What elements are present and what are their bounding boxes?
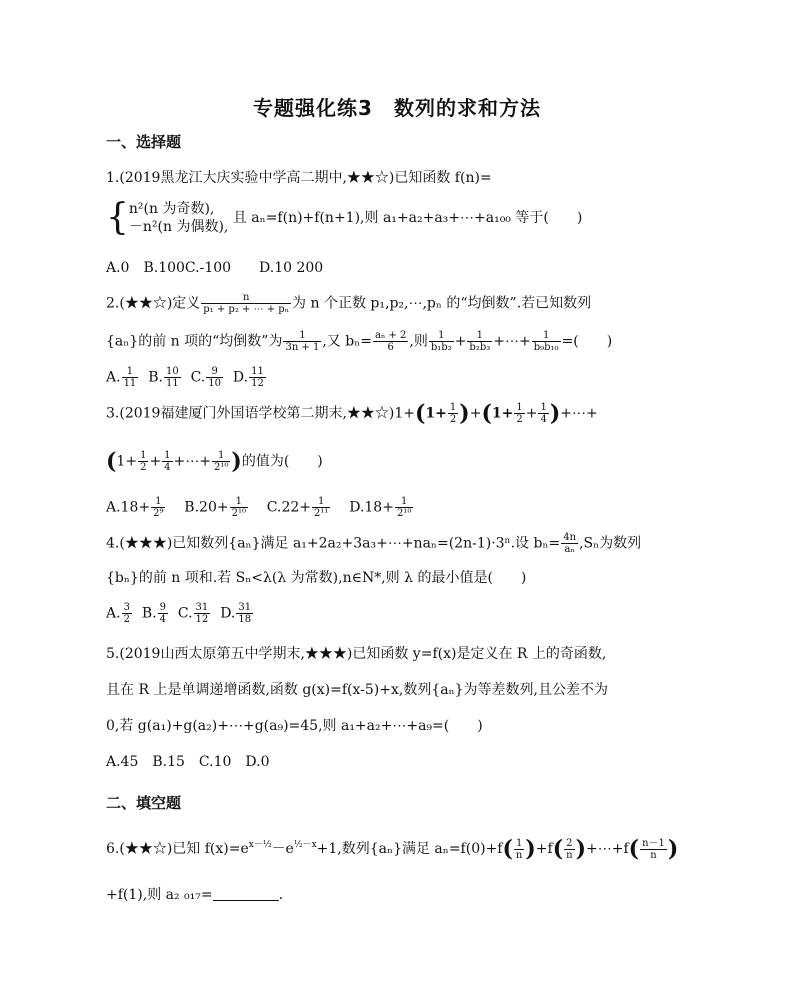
- fraction-numerator: 31: [195, 602, 209, 613]
- question-2-line-2: [106, 330, 612, 353]
- fraction-numerator: 1: [429, 330, 454, 342]
- text: 1+: [491, 405, 514, 422]
- fraction-denominator: b₂b₃: [469, 342, 491, 353]
- fraction-denominator: b₉b₁₀: [533, 342, 559, 353]
- paren: (: [106, 448, 117, 475]
- fraction: [122, 602, 132, 625]
- question-1-line-1: 1.(2019黑龙江大庆实验中学高二期中,★★☆)已知函数 f(n)=: [106, 170, 492, 186]
- fraction-numerator: 9: [159, 602, 166, 613]
- text: ,又 bₙ=: [322, 333, 373, 350]
- option-a: A.18+: [106, 499, 151, 516]
- fraction: [151, 496, 165, 519]
- fraction-denominator: aₙ: [564, 544, 575, 555]
- fraction-numerator: n: [201, 292, 291, 304]
- fraction: [164, 366, 181, 389]
- fraction: [640, 838, 667, 861]
- question-3-pre: 3.(2019福建厦门外国语学校第二期末,★★☆)1+: [106, 405, 415, 422]
- fraction-denominator: 3n + 1: [285, 342, 320, 353]
- question-3-line-2: [106, 450, 323, 473]
- option-c: C.22+: [266, 499, 312, 516]
- fraction-numerator: 1: [516, 402, 523, 413]
- fraction-denominator: p₁ + p₂ + ⋯ + pₙ: [203, 304, 290, 315]
- paren: (: [628, 836, 640, 862]
- fraction-denominator: 12: [251, 378, 264, 389]
- paren: (: [481, 400, 492, 427]
- fraction-numerator: 1: [532, 330, 561, 342]
- fraction-numerator: 1: [312, 496, 330, 508]
- option-d: D.18+: [349, 499, 394, 516]
- fraction-denominator: 2: [140, 462, 147, 473]
- text: 1+: [425, 405, 447, 422]
- question-2-line-1: [106, 292, 591, 315]
- question-5-line-2: 且在 R 上是单调递增函数,函数 g(x)=f(x-5)+x,数列{aₙ}为等差数列,且公差不为: [106, 682, 608, 698]
- fraction: [201, 292, 291, 315]
- question-1-piecewise: [106, 198, 582, 238]
- section-heading-fill: 二、填空题: [106, 794, 182, 812]
- option-a: A.: [106, 605, 121, 622]
- fraction: [429, 330, 454, 353]
- fraction-denominator: 6: [387, 342, 394, 353]
- fraction: [236, 602, 253, 625]
- fraction-numerator: 1: [540, 402, 547, 413]
- answer-blank[interactable]: [213, 886, 279, 901]
- question-6-line-2-text: +f(1),则 a₂ ₀₁₇=: [106, 887, 213, 903]
- paren: ): [459, 400, 470, 427]
- fraction-denominator: 4: [164, 462, 171, 473]
- question-1-options: A.0 B.100C.-100 D.10 200: [106, 260, 324, 276]
- fraction-numerator: 1: [467, 330, 492, 342]
- paren: (: [502, 836, 513, 862]
- fraction: [312, 496, 330, 519]
- text: +: [469, 405, 482, 422]
- fraction-denominator: 11: [123, 378, 137, 389]
- fraction-numerator: 1: [164, 450, 171, 461]
- paren: ): [549, 400, 561, 427]
- fraction: [158, 602, 168, 625]
- text: －e: [271, 841, 294, 857]
- fraction-numerator: aₙ + 2: [375, 330, 407, 341]
- fraction-numerator: 2: [564, 838, 574, 850]
- page-title: 专题强化练3 数列的求和方法: [253, 96, 541, 120]
- paren: (: [415, 400, 426, 427]
- question-3-options: [106, 496, 414, 519]
- fraction: [212, 450, 230, 473]
- paren: ): [525, 836, 536, 862]
- fraction-numerator: 1: [212, 450, 230, 462]
- fraction: [561, 532, 578, 555]
- fraction-denominator: n: [650, 849, 657, 861]
- fraction-denominator: b₁b₂: [430, 342, 452, 353]
- text: =( ): [561, 333, 613, 350]
- text: +: [525, 405, 538, 422]
- fraction: [206, 366, 223, 389]
- question-5-line-1: 5.(2019山西太原第五中学期末,★★★)已知函数 y=f(x)是定义在 R 上的奇函数,: [106, 646, 607, 662]
- case-even: －n²(n 为偶数),: [128, 219, 229, 235]
- fraction: [194, 602, 211, 625]
- fraction: [122, 366, 139, 389]
- fraction-numerator: 1: [140, 450, 147, 461]
- fraction-numerator: 1: [230, 496, 248, 508]
- question-4-post: ,Sₙ为数列: [579, 535, 642, 552]
- fraction-denominator: 2⁹: [153, 508, 164, 519]
- fraction: [532, 330, 561, 353]
- text: +: [149, 453, 162, 470]
- option-b: B.: [148, 369, 163, 386]
- fraction-denominator: 2: [449, 414, 457, 425]
- text: +f: [535, 841, 553, 857]
- text: 的值为( ): [241, 453, 323, 470]
- fraction-denominator: n: [515, 849, 523, 861]
- fraction-denominator: 2¹⁰: [396, 508, 412, 519]
- option-d: D.: [232, 369, 249, 386]
- fraction: [564, 838, 574, 861]
- paren: (: [552, 836, 564, 862]
- fraction: [538, 402, 548, 425]
- piecewise-cases: [129, 200, 228, 236]
- fraction-numerator: 1: [449, 402, 457, 413]
- question-2-pre: 2.(★★☆)定义: [106, 295, 201, 312]
- fraction-numerator: 1: [514, 838, 524, 850]
- fraction-denominator: 11: [165, 378, 179, 389]
- fraction-numerator: 11: [251, 366, 264, 377]
- option-c: C.: [177, 605, 193, 622]
- fraction: [514, 838, 524, 861]
- fraction: [230, 496, 248, 519]
- option-a: A.: [106, 369, 121, 386]
- fraction-denominator: n: [566, 849, 573, 861]
- option-c: C.: [190, 369, 206, 386]
- fraction-denominator: 4: [540, 414, 547, 425]
- option-b: B.: [141, 605, 157, 622]
- section-heading-choice: 一、选择题: [106, 133, 182, 151]
- question-5-options: A.45 B.15 C.10 D.0: [106, 754, 270, 770]
- fraction-denominator: 18: [238, 614, 252, 625]
- fraction-denominator: 2: [516, 414, 523, 425]
- fraction: [249, 366, 266, 389]
- fraction: [138, 450, 148, 473]
- fraction-numerator: 4n: [563, 532, 577, 543]
- text: +⋯+: [173, 453, 212, 470]
- exponent: x－½: [248, 840, 272, 850]
- fraction: [162, 450, 172, 473]
- fraction-denominator: 4: [159, 614, 166, 625]
- fraction-numerator: 1: [122, 366, 139, 378]
- question-4-line-2: {bₙ}的前 n 项和.若 Sₙ<λ(λ 为常数),n∈N*,则 λ 的最小值是( ): [106, 570, 527, 586]
- option-d: D.: [220, 605, 236, 622]
- question-1-tail: 且 aₙ=f(n)+f(n+1),则 a₁+a₂+a₃+⋯+a₁₀₀ 等于( ): [232, 210, 583, 226]
- fraction: [514, 402, 524, 425]
- fraction-denominator: 2: [123, 614, 130, 625]
- fraction-denominator: 2¹⁰: [214, 462, 229, 473]
- question-6-line-2: [106, 885, 283, 905]
- case-odd: n²(n 为奇数),: [128, 201, 215, 217]
- text: +⋯+: [493, 333, 531, 350]
- paren: ): [231, 448, 242, 475]
- text: +1,数列{aₙ}满足 aₙ=f(0)+f: [316, 841, 503, 857]
- text: +: [454, 333, 467, 350]
- question-2-options: [106, 366, 267, 389]
- fraction-numerator: 1: [283, 330, 321, 342]
- fraction-denominator: 2¹⁰: [231, 508, 246, 519]
- question-4-pre: 4.(★★★)已知数列{aₙ}满足 a₁+2a₂+3a₃+⋯+naₙ=(2n-1)·3ⁿ.设 bₙ=: [106, 535, 561, 552]
- fraction-numerator: 31: [238, 602, 252, 613]
- text: +⋯+f: [586, 841, 629, 857]
- fraction-denominator: 2¹¹: [314, 508, 329, 519]
- question-6-pre: 6.(★★☆)已知 f(x)=e: [106, 841, 249, 857]
- question-3-line-1: [106, 402, 598, 425]
- text: .: [278, 887, 284, 903]
- fraction: [283, 330, 321, 353]
- fraction-numerator: 1: [395, 496, 413, 508]
- paren: ): [575, 836, 587, 862]
- text: ,则: [409, 333, 428, 350]
- fraction-numerator: 9: [206, 366, 223, 378]
- fraction: [395, 496, 413, 519]
- fraction: [373, 330, 408, 353]
- question-4-options: [106, 602, 254, 625]
- fraction: [467, 330, 492, 353]
- fraction: [448, 402, 458, 425]
- question-6-line-1: [106, 835, 678, 861]
- fraction-denominator: 12: [195, 614, 209, 625]
- question-2-post: 为 n 个正数 p₁,p₂,⋯,pₙ 的“均倒数”.若已知数列: [292, 295, 592, 312]
- fraction-numerator: 1: [151, 496, 165, 508]
- brace-icon: {: [106, 197, 129, 238]
- fraction-numerator: 3: [123, 602, 130, 613]
- option-b: B.20+: [184, 499, 229, 516]
- text: +⋯+: [560, 405, 598, 422]
- question-4-line-1: [106, 532, 641, 555]
- paren: ): [667, 836, 679, 862]
- question-5-line-3: 0,若 g(a₁)+g(a₂)+⋯+g(a₉)=45,则 a₁+a₂+⋯+a₉=( ): [106, 718, 483, 734]
- exponent: ½－x: [293, 840, 317, 850]
- fraction-numerator: 10: [165, 366, 179, 377]
- text: 1+: [116, 453, 138, 470]
- fraction-numerator: n－1: [642, 837, 665, 849]
- text: {aₙ}的前 n 项的“均倒数”为: [106, 333, 283, 350]
- fraction-denominator: 10: [208, 378, 221, 389]
